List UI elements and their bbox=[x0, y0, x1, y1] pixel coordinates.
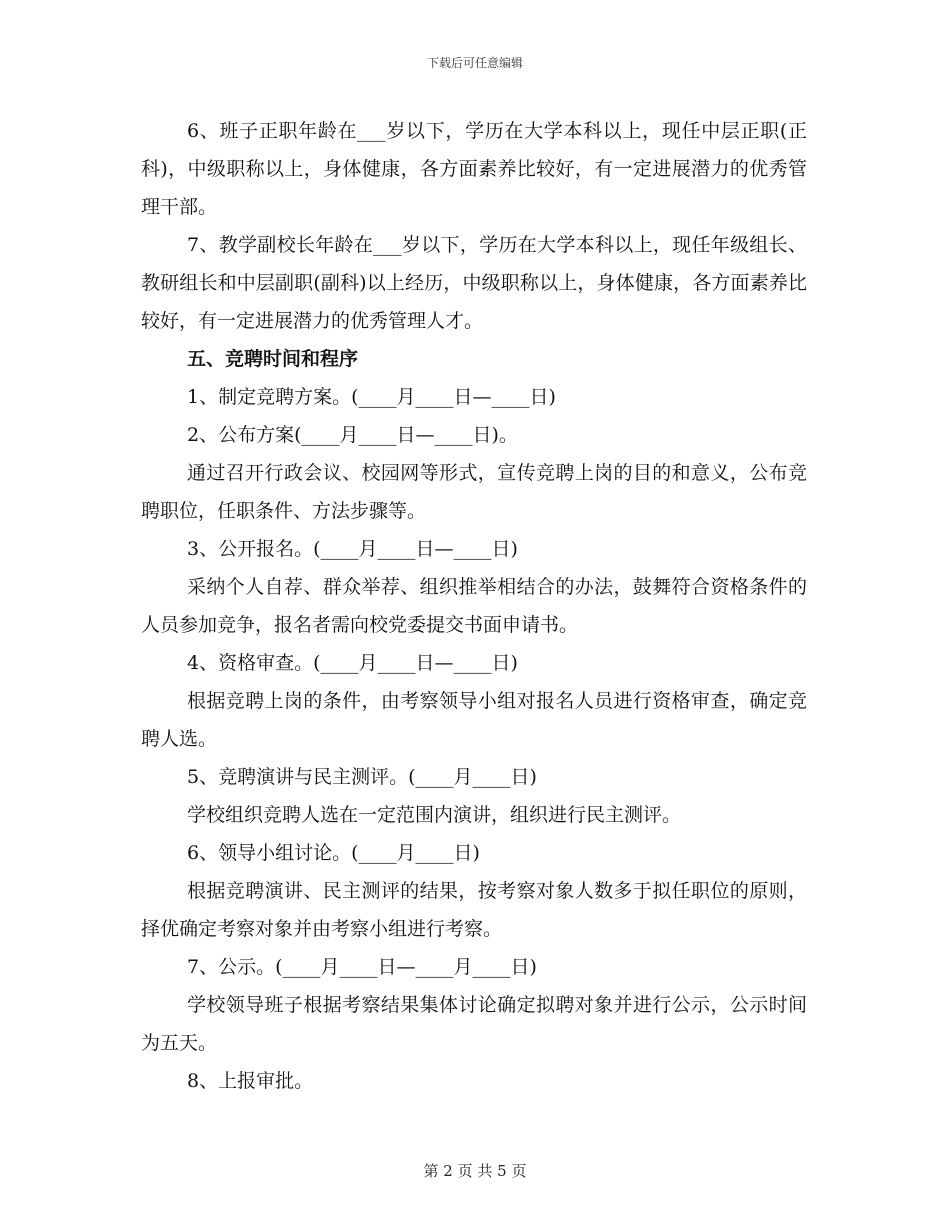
step-3-description: 采纳个人自荐、群众举荐、组织推举相结合的办法，鼓舞符合资格条件的人员参加竞争，报名者需向校党委提交书面申请书。 bbox=[141, 576, 807, 636]
page-number-footer: 第 2 页 共 5 页 bbox=[423, 1162, 527, 1180]
step-4: 4、资格审查。(____月____日—____日) bbox=[187, 652, 518, 674]
step-7: 7、公示。(____月____日—____月____日) bbox=[187, 956, 537, 978]
step-2: 2、公布方案(____月____日—____日)。 bbox=[187, 424, 518, 446]
step-6: 6、领导小组讨论。(____月____日) bbox=[187, 842, 480, 864]
step-5: 5、竞聘演讲与民主测评。(____月____日) bbox=[187, 766, 537, 788]
paragraph-item-7: 7、教学副校长年龄在___岁以下，学历在大学本科以上，现任年级组长、教研组长和中层副职(副科)以上经历，中级职称以上，身体健康，各方面素养比较好，有一定进展潜力的优秀管理人才。 bbox=[141, 234, 807, 332]
document-body bbox=[141, 112, 807, 1100]
step-7-description: 学校领导班子根据考察结果集体讨论确定拟聘对象并进行公示，公示时间为五天。 bbox=[141, 994, 807, 1054]
step-5-description: 学校组织竞聘人选在一定范围内演讲，组织进行民主测评。 bbox=[187, 804, 682, 826]
step-4-description: 根据竞聘上岗的条件，由考察领导小组对报名人员进行资格审查，确定竞聘人选。 bbox=[141, 690, 807, 750]
step-1: 1、制定竞聘方案。(____月____日—____日) bbox=[187, 386, 556, 408]
step-2-description: 通过召开行政会议、校园网等形式，宣传竞聘上岗的目的和意义，公布竞聘职位，任职条件、方法步骤等。 bbox=[141, 462, 807, 522]
step-8: 8、上报审批。 bbox=[187, 1070, 314, 1092]
page-header-note: 下载后可任意编辑 bbox=[426, 56, 523, 70]
paragraph-item-6: 6、班子正职年龄在___岁以下，学历在大学本科以上，现任中层正职(正科)，中级职称以上，身体健康，各方面素养比较好，有一定进展潜力的优秀管理干部。 bbox=[141, 120, 807, 218]
section-heading: 五、竞聘时间和程序 bbox=[187, 348, 359, 370]
step-6-description: 根据竞聘演讲、民主测评的结果，按考察对象人数多于拟任职位的原则，择优确定考察对象并由考察小组进行考察。 bbox=[141, 880, 807, 940]
step-3: 3、公开报名。(____月____日—____日) bbox=[187, 538, 518, 560]
